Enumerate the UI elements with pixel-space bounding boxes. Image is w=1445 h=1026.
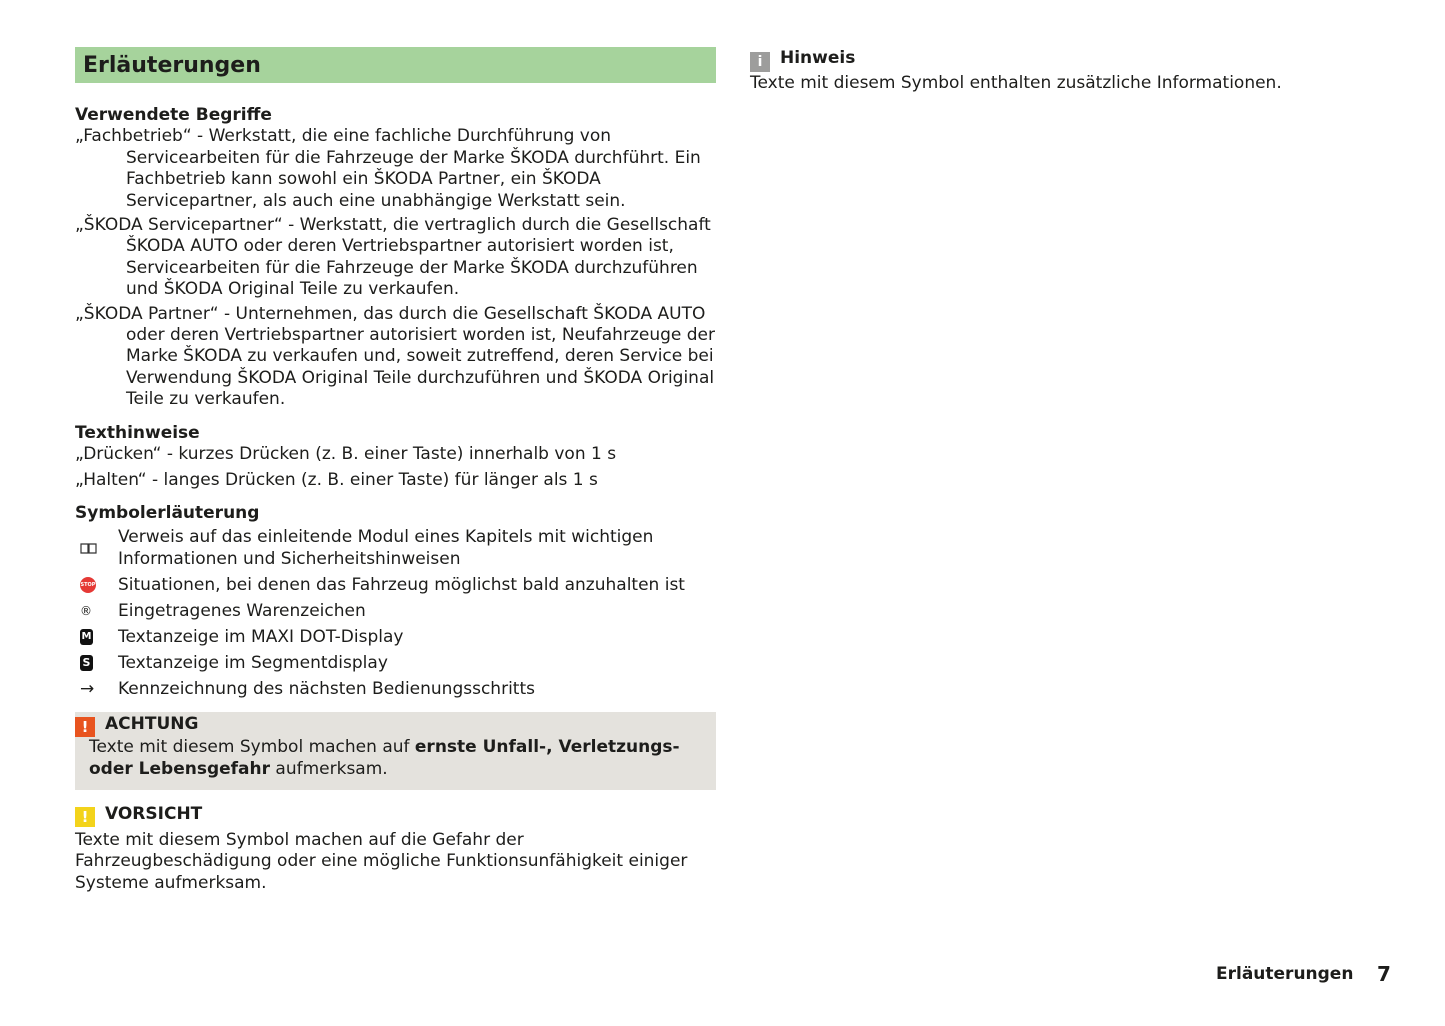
- symbol-item: [75, 601, 716, 622]
- warning-title: ACHTUNG: [105, 714, 199, 735]
- symbols-heading: Symbolerläuterung: [75, 502, 260, 523]
- caution-box: [75, 804, 716, 894]
- symbol-text: Eingetragenes Warenzeichen: [118, 600, 366, 621]
- info-icon: i: [750, 52, 770, 72]
- warning-icon: !: [75, 717, 95, 737]
- arrow-right-icon: →: [80, 678, 95, 699]
- term-item: „ŠKODA Partner“ - Unternehmen, das durch die Gesellschaft ŠKODA AUTO oder deren Vertriebspartner autorisiert worden ist, Neufahrzeuge der Marke ŠKODA zu verkaufen und, soweit zutreffend, deren Service bei Verwendung ŠKODA Original Teile durchzuführen und ŠKODA Original Teile zu verkaufen.: [75, 303, 715, 410]
- registered-icon: ®: [80, 603, 92, 618]
- texthint-item: „Halten“ - langes Drücken (z. B. einer Taste) für länger als 1 s: [75, 469, 598, 490]
- caution-icon: !: [75, 807, 95, 827]
- terms-heading: Verwendete Begriffe: [75, 105, 272, 125]
- symbol-text: Verweis auf das einleitende Modul eines Kapitels mit wichtigen Informationen und Sicherheitshinweisen: [118, 527, 654, 569]
- symbol-text: Textanzeige im Segmentdisplay: [118, 652, 388, 673]
- note-title: Hinweis: [780, 48, 856, 68]
- term-item: „ŠKODA Servicepartner“ - Werkstatt, die vertraglich durch die Gesellschaft ŠKODA AUTO oder deren Vertriebspartner autorisiert worden ist, Servicearbeiten für die Fahrzeuge der Marke ŠKODA durchzuführen und ŠKODA Original Teile zu verkaufen.: [75, 215, 711, 300]
- footer-section-label: Erläuterungen: [1216, 964, 1354, 984]
- maxi-dot-icon: M: [75, 627, 118, 648]
- warning-text: Texte mit diesem Symbol machen auf ernste Unfall-, Verletzungs- oder Lebensgefahr aufmerksam.: [89, 737, 680, 779]
- term-item: „Fachbetrieb“ - Werkstatt, die eine fachliche Durchführung von Servicearbeiten für die Fahrzeuge der Marke ŠKODA durchführt. Ein Fachbetrieb kann sowohl ein ŠKODA Partner, ein ŠKODA Servicepartner, als auch eine unabhängige Werkstatt sein.: [75, 126, 701, 211]
- symbol-item: [75, 527, 716, 570]
- book-icon: [75, 527, 118, 569]
- note-text: Texte mit diesem Symbol enthalten zusätzliche Informationen.: [750, 73, 1282, 93]
- note-box: [750, 47, 1370, 95]
- texthints-heading: Texthinweise: [75, 422, 200, 443]
- page-number: 7: [1377, 962, 1391, 986]
- caution-title: VORSICHT: [105, 803, 203, 824]
- segment-display-icon: S: [75, 653, 118, 674]
- stop-icon: STOP: [75, 575, 118, 596]
- warning-box: [75, 712, 716, 790]
- left-column: [75, 47, 716, 894]
- symbol-item: [75, 679, 716, 700]
- section-title: Erläuterungen: [75, 47, 716, 83]
- caution-text: Texte mit diesem Symbol machen auf die Gefahr der Fahrzeugbeschädigung oder eine mögliche Funktionsunfähigkeit einiger Systeme aufmerksam.: [75, 829, 688, 893]
- symbol-text: Kennzeichnung des nächsten Bedienungsschritts: [118, 678, 535, 699]
- texthint-item: „Drücken“ - kurzes Drücken (z. B. einer Taste) innerhalb von 1 s: [75, 444, 617, 465]
- symbol-text: Textanzeige im MAXI DOT-Display: [118, 626, 404, 647]
- symbol-item: [75, 653, 716, 674]
- symbol-item: [75, 575, 716, 596]
- symbol-text: Situationen, bei denen das Fahrzeug möglichst bald anzuhalten ist: [118, 574, 685, 595]
- symbol-item: [75, 627, 716, 648]
